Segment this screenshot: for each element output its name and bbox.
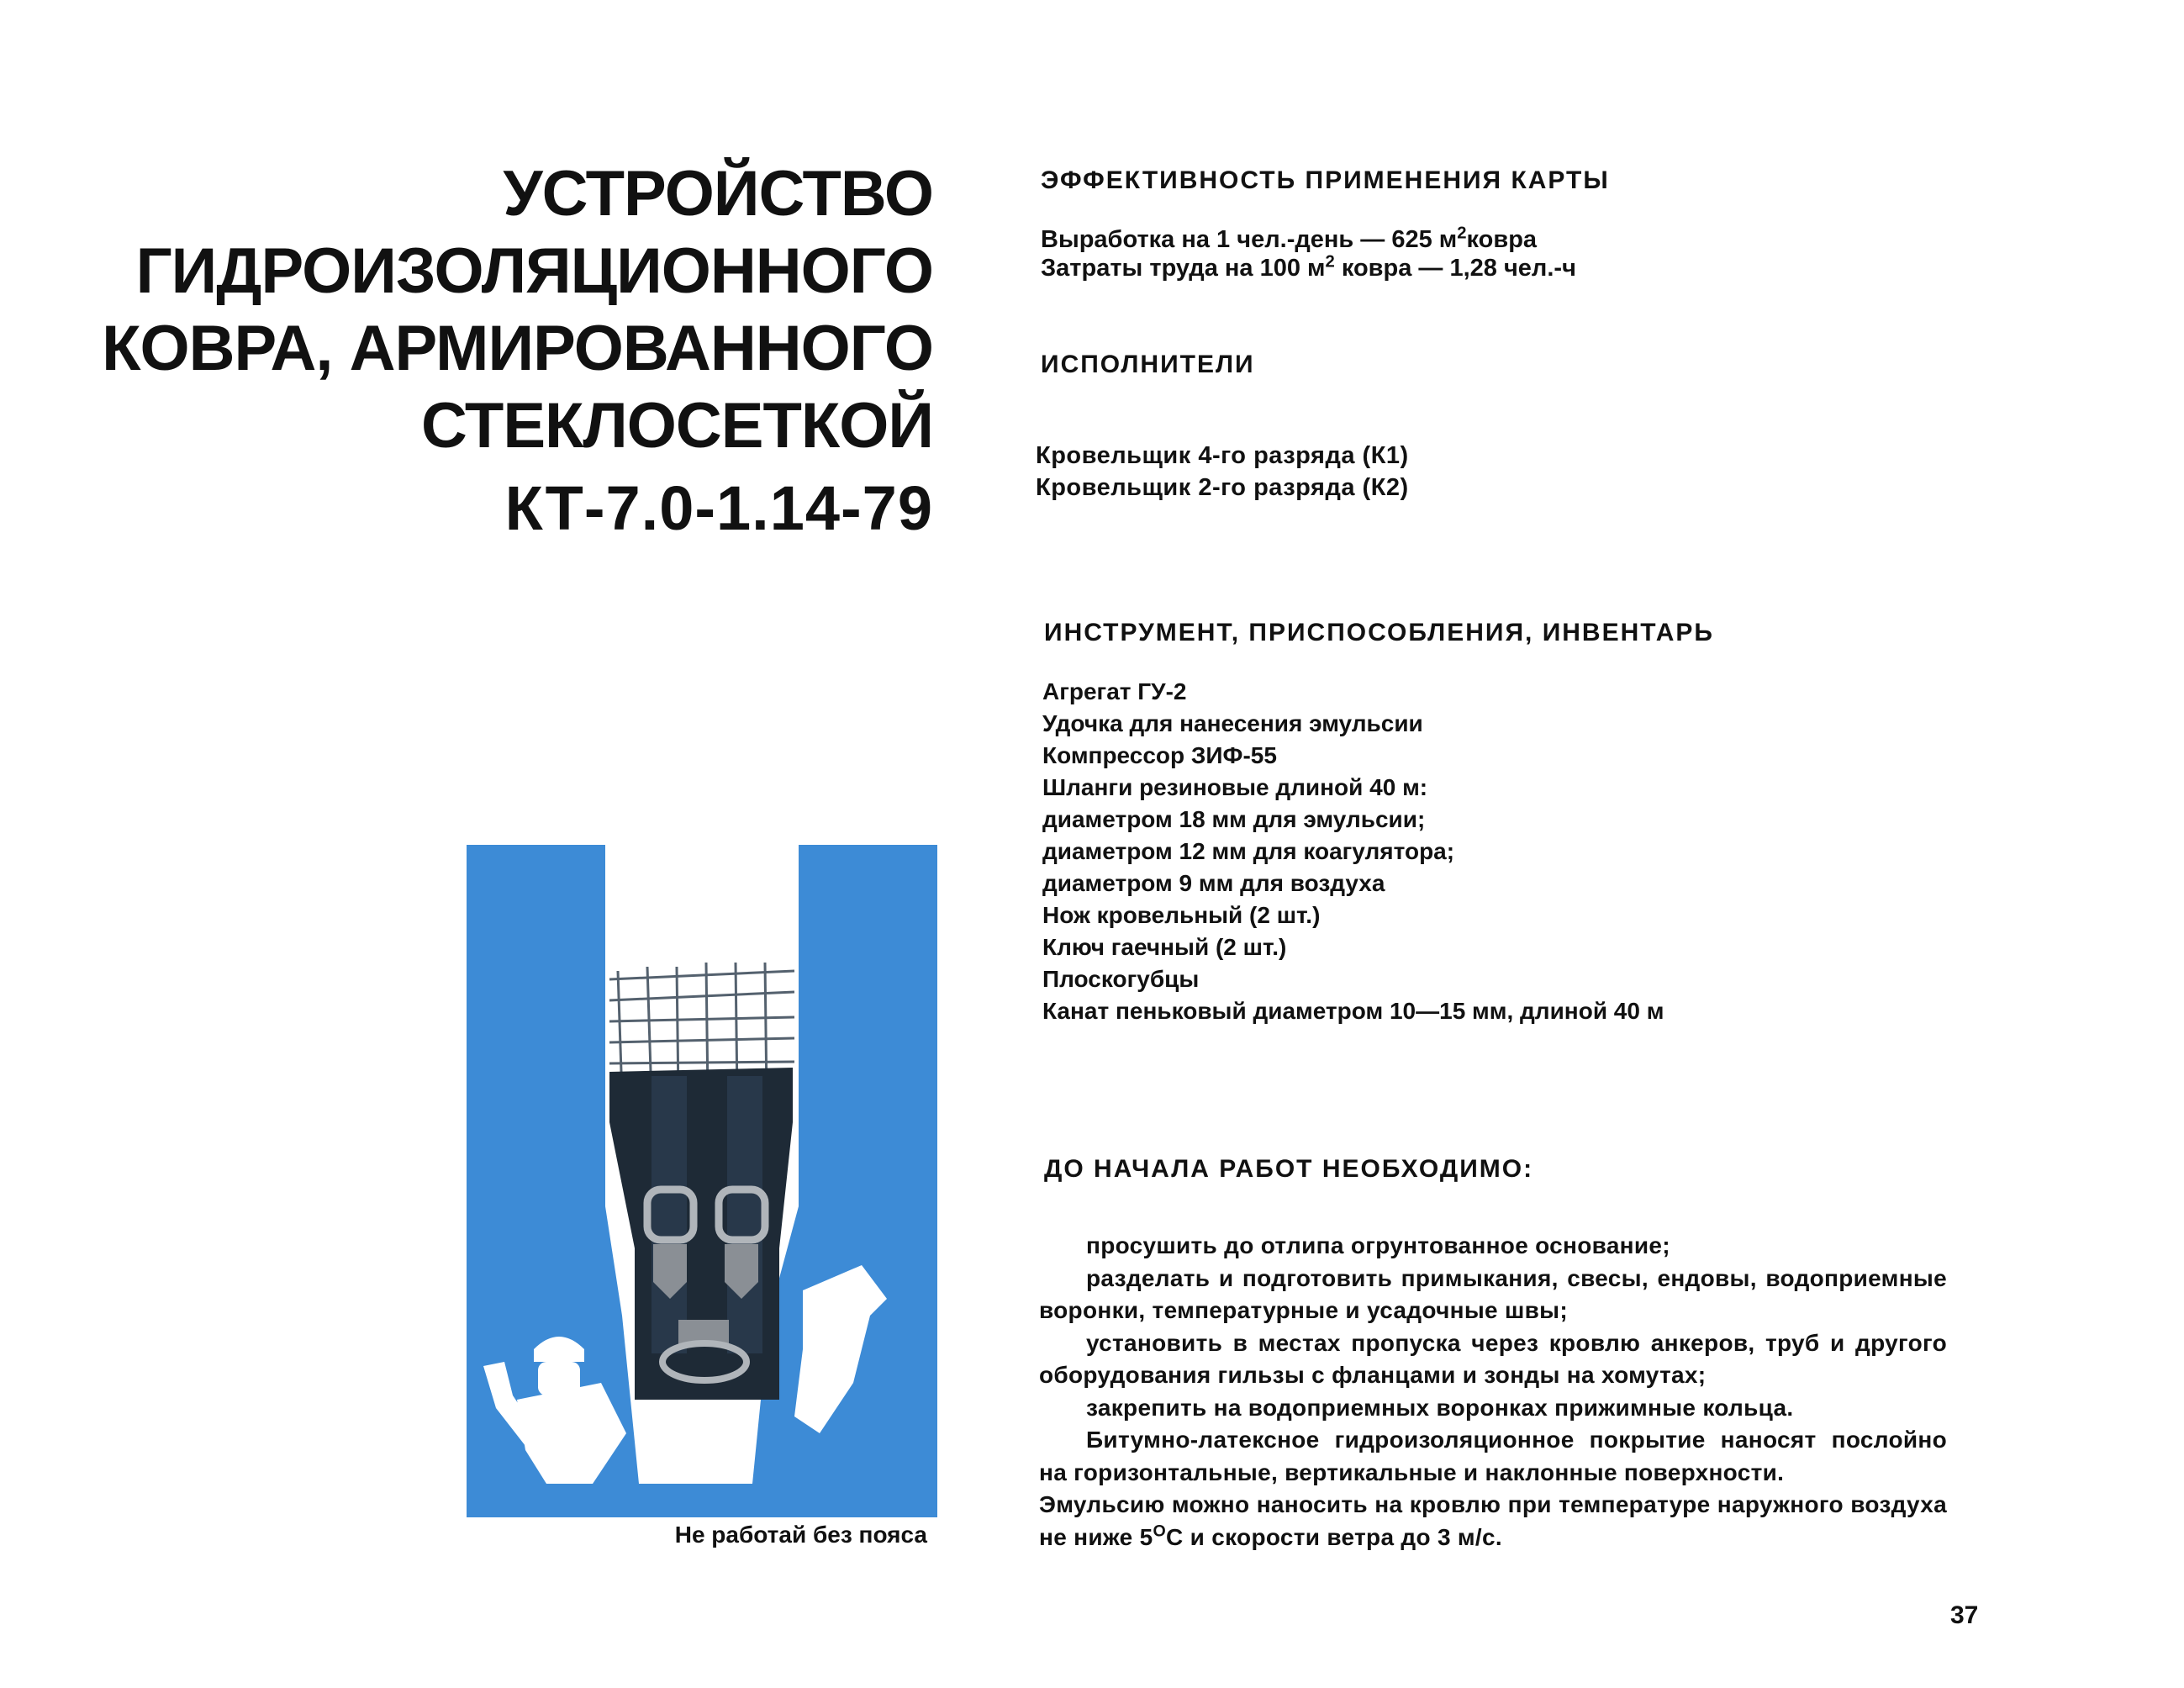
efficiency-labor-tail: ковра — 1,28 чел.-ч	[1334, 255, 1576, 282]
safety-belt-illustration	[467, 845, 937, 1517]
tool-item: Нож кровельный (2 шт.)	[1042, 902, 1321, 928]
efficiency-labor-line	[1041, 254, 1576, 282]
executor-item-1: Кровельщик 4-го разряда (К1)	[1036, 442, 1409, 469]
title-line-1: УСТРОЙСТВО	[503, 158, 933, 229]
tool-item: Шланги резиновые длиной 40 м:	[1042, 774, 1428, 800]
temperature-text: Эмульсию можно наносить на кровлю при температуре наружного воздуха не ниже 5	[1039, 1491, 1947, 1550]
efficiency-labor-sup: 2	[1325, 252, 1335, 272]
before-work-paragraph: просушить до отлипа огрунтованное основание;	[1086, 1232, 1670, 1258]
tool-item: Канат пеньковый диаметром 10—15 мм, длиной 40 м	[1042, 998, 1664, 1024]
executors-heading: ИСПОЛНИТЕЛИ	[1041, 351, 1255, 378]
title-block	[101, 156, 933, 547]
before-work-text	[1039, 1230, 1947, 1553]
tools-list	[1042, 676, 1984, 1027]
efficiency-list	[1041, 225, 1576, 282]
before-work-paragraph: установить в местах пропуска через кровлю анкеров, труб и другого оборудования гильзы с фланцами и зонды на хомутах;	[1039, 1329, 1947, 1388]
efficiency-labor-text: Затраты труда на 100 м	[1041, 255, 1326, 282]
title-line-4: СТЕКЛОСЕТКОЙ	[420, 390, 933, 462]
tool-item: диаметром 18 мм для эмульсии;	[1042, 806, 1426, 832]
tools-heading: ИНСТРУМЕНТ, ПРИСПОСОБЛЕНИЯ, ИНВЕНТАРЬ	[1044, 619, 1714, 646]
efficiency-output-line	[1041, 225, 1576, 254]
before-work-paragraph-temperature	[1039, 1489, 1947, 1553]
efficiency-output-text: Выработка на 1 чел.-день — 625 м	[1041, 226, 1458, 253]
executor-item-2: Кровельщик 2-го разряда (К2)	[1036, 474, 1409, 501]
tool-item: Ключ гаечный (2 шт.)	[1042, 934, 1287, 960]
tool-item: Плоскогубцы	[1042, 966, 1200, 992]
belt-strap-left	[652, 1076, 687, 1353]
illustration-caption: Не работай без пояса	[674, 1522, 927, 1548]
page-number: 37	[1950, 1601, 1979, 1629]
before-work-paragraph: Битумно-латексное гидроизоляционное покрытие наносят послойно на горизонтальные, вертикальные и наклонные поверхности.	[1039, 1427, 1947, 1485]
efficiency-heading: ЭФФЕКТИВНОСТЬ ПРИМЕНЕНИЯ КАРТЫ	[1041, 166, 1610, 194]
title-line-3: КОВРА, АРМИРОВАННОГО	[102, 313, 933, 384]
title-line-2: ГИДРОИЗОЛЯЦИОННОГО	[135, 235, 933, 307]
tool-item: диаметром 12 мм для коагулятора;	[1042, 838, 1455, 864]
efficiency-output-sup: 2	[1457, 224, 1467, 243]
before-work-heading: ДО НАЧАЛА РАБОТ НЕОБХОДИМО:	[1044, 1155, 1534, 1183]
before-work-paragraph: разделать и подготовить примыкания, свесы, ендовы, водоприемные воронки, температурные и усадочные швы;	[1039, 1264, 1947, 1323]
tool-item: Удочка для нанесения эмульсии	[1042, 710, 1423, 736]
temperature-tail: С и скорости ветра до 3 м/с.	[1166, 1523, 1502, 1550]
before-work-paragraph: закрепить на водоприемных воронках прижимные кольца.	[1086, 1394, 1794, 1421]
tool-item: Компрессор ЗИФ-55	[1042, 742, 1277, 768]
efficiency-output-tail: ковра	[1466, 226, 1538, 253]
belt-strap-right	[727, 1076, 762, 1353]
executors-list	[1036, 440, 1409, 504]
temperature-degree: О	[1153, 1522, 1167, 1541]
document-code: КТ-7.0-1.14-79	[504, 473, 933, 543]
tool-item: диаметром 9 мм для воздуха	[1042, 870, 1385, 896]
tool-item: Агрегат ГУ-2	[1042, 678, 1187, 704]
